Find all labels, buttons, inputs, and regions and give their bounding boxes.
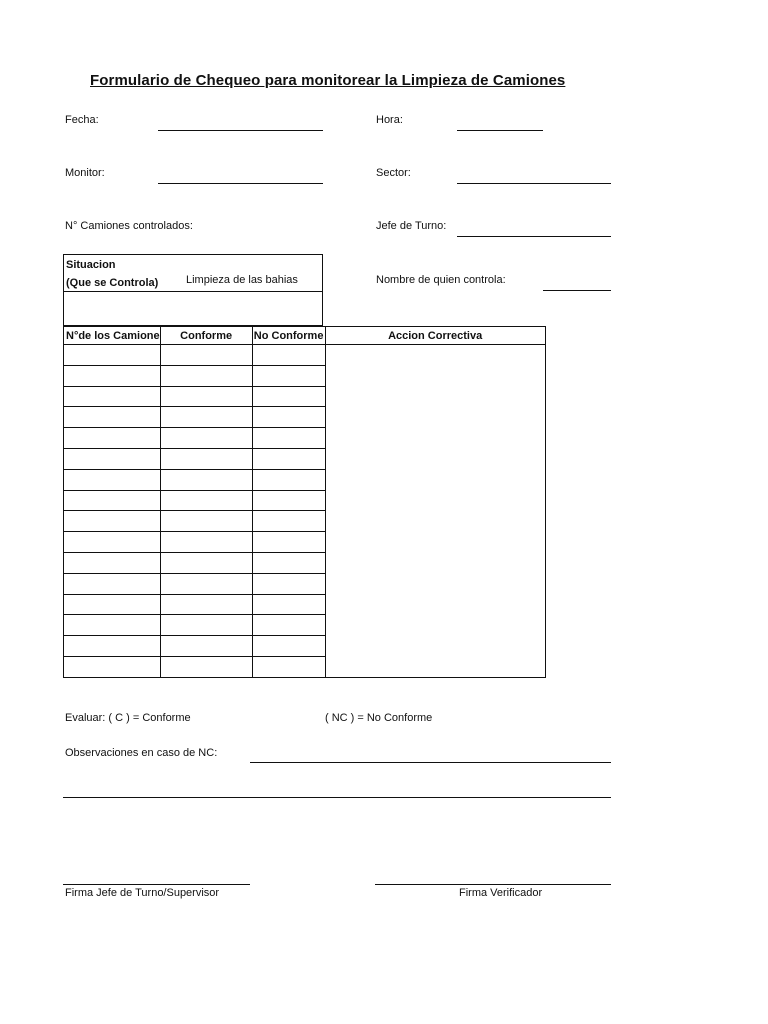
conforme-cell[interactable]	[160, 532, 252, 553]
conforme-cell[interactable]	[160, 594, 252, 615]
firma-verificador-line[interactable]	[375, 884, 611, 885]
conforme-cell[interactable]	[160, 345, 252, 366]
jefe-turno-label: Jefe de Turno:	[376, 220, 447, 232]
firma-verificador-label: Firma Verificador	[459, 887, 543, 899]
no-conforme-cell[interactable]	[252, 552, 325, 573]
conforme-cell[interactable]	[160, 636, 252, 657]
control-table	[63, 326, 546, 678]
conforme-cell[interactable]	[160, 656, 252, 677]
no-conforme-cell[interactable]	[252, 594, 325, 615]
situacion-box	[63, 254, 323, 326]
table-row	[64, 345, 546, 366]
conforme-cell[interactable]	[160, 469, 252, 490]
firma-jefe-label: Firma Jefe de Turno/Supervisor	[65, 887, 220, 899]
camion-cell[interactable]	[64, 490, 161, 511]
camion-cell[interactable]	[64, 552, 161, 573]
observaciones-label: Observaciones en caso de NC:	[65, 747, 218, 759]
situacion-value: Limpieza de las bahias	[186, 274, 298, 286]
situacion-divider	[64, 291, 322, 292]
camion-cell[interactable]	[64, 407, 161, 428]
firma-jefe-line[interactable]	[63, 884, 250, 885]
conforme-cell[interactable]	[160, 511, 252, 532]
no-conforme-cell[interactable]	[252, 636, 325, 657]
no-conforme-cell[interactable]	[252, 511, 325, 532]
camion-cell[interactable]	[64, 636, 161, 657]
evaluar-legend: Evaluar: ( C ) = Conforme	[65, 712, 191, 724]
camion-cell[interactable]	[64, 511, 161, 532]
monitor-label: Monitor:	[65, 167, 105, 179]
table-header-row	[64, 327, 546, 345]
camion-cell[interactable]	[64, 469, 161, 490]
fecha-line[interactable]	[158, 130, 323, 131]
no-conforme-cell[interactable]	[252, 345, 325, 366]
header-camion: N°de los Camione	[64, 327, 161, 345]
camion-cell[interactable]	[64, 532, 161, 553]
conforme-cell[interactable]	[160, 386, 252, 407]
sector-label: Sector:	[376, 167, 411, 179]
hora-label: Hora:	[376, 114, 403, 126]
nombre-controla-line[interactable]	[543, 290, 611, 291]
conforme-cell[interactable]	[160, 490, 252, 511]
camion-cell[interactable]	[64, 573, 161, 594]
fecha-label: Fecha:	[65, 114, 99, 126]
no-conforme-cell[interactable]	[252, 407, 325, 428]
no-conforme-cell[interactable]	[252, 365, 325, 386]
camiones-label: N° Camiones controlados:	[65, 220, 193, 232]
conforme-cell[interactable]	[160, 573, 252, 594]
conforme-cell[interactable]	[160, 448, 252, 469]
camion-cell[interactable]	[64, 345, 161, 366]
camion-cell[interactable]	[64, 428, 161, 449]
jefe-turno-line[interactable]	[457, 236, 611, 237]
nc-legend: ( NC ) = No Conforme	[325, 712, 433, 724]
conforme-cell[interactable]	[160, 552, 252, 573]
no-conforme-cell[interactable]	[252, 469, 325, 490]
no-conforme-cell[interactable]	[252, 448, 325, 469]
header-no-conforme: No Conforme	[252, 327, 325, 345]
conforme-cell[interactable]	[160, 615, 252, 636]
no-conforme-cell[interactable]	[252, 490, 325, 511]
camion-cell[interactable]	[64, 656, 161, 677]
no-conforme-cell[interactable]	[252, 428, 325, 449]
nombre-controla-label: Nombre de quien controla:	[376, 274, 506, 286]
observaciones-line-2[interactable]	[63, 797, 611, 798]
no-conforme-cell[interactable]	[252, 656, 325, 677]
conforme-cell[interactable]	[160, 428, 252, 449]
form-title: Formulario de Chequeo para monitorear la Limpieza de Camiones	[90, 72, 566, 89]
camion-cell[interactable]	[64, 615, 161, 636]
no-conforme-cell[interactable]	[252, 615, 325, 636]
no-conforme-cell[interactable]	[252, 573, 325, 594]
camion-cell[interactable]	[64, 448, 161, 469]
conforme-cell[interactable]	[160, 365, 252, 386]
no-conforme-cell[interactable]	[252, 532, 325, 553]
camion-cell[interactable]	[64, 365, 161, 386]
camion-cell[interactable]	[64, 594, 161, 615]
monitor-line[interactable]	[158, 183, 323, 184]
sector-line[interactable]	[457, 183, 611, 184]
hora-line[interactable]	[457, 130, 543, 131]
conforme-cell[interactable]	[160, 407, 252, 428]
camion-cell[interactable]	[64, 386, 161, 407]
no-conforme-cell[interactable]	[252, 386, 325, 407]
situacion-label: Situacion (Que se Controla)	[66, 259, 159, 289]
header-conforme: Conforme	[160, 327, 252, 345]
header-accion: Accion Correctiva	[325, 327, 545, 345]
accion-correctiva-cell[interactable]	[325, 345, 545, 678]
observaciones-line-1[interactable]	[250, 762, 611, 763]
